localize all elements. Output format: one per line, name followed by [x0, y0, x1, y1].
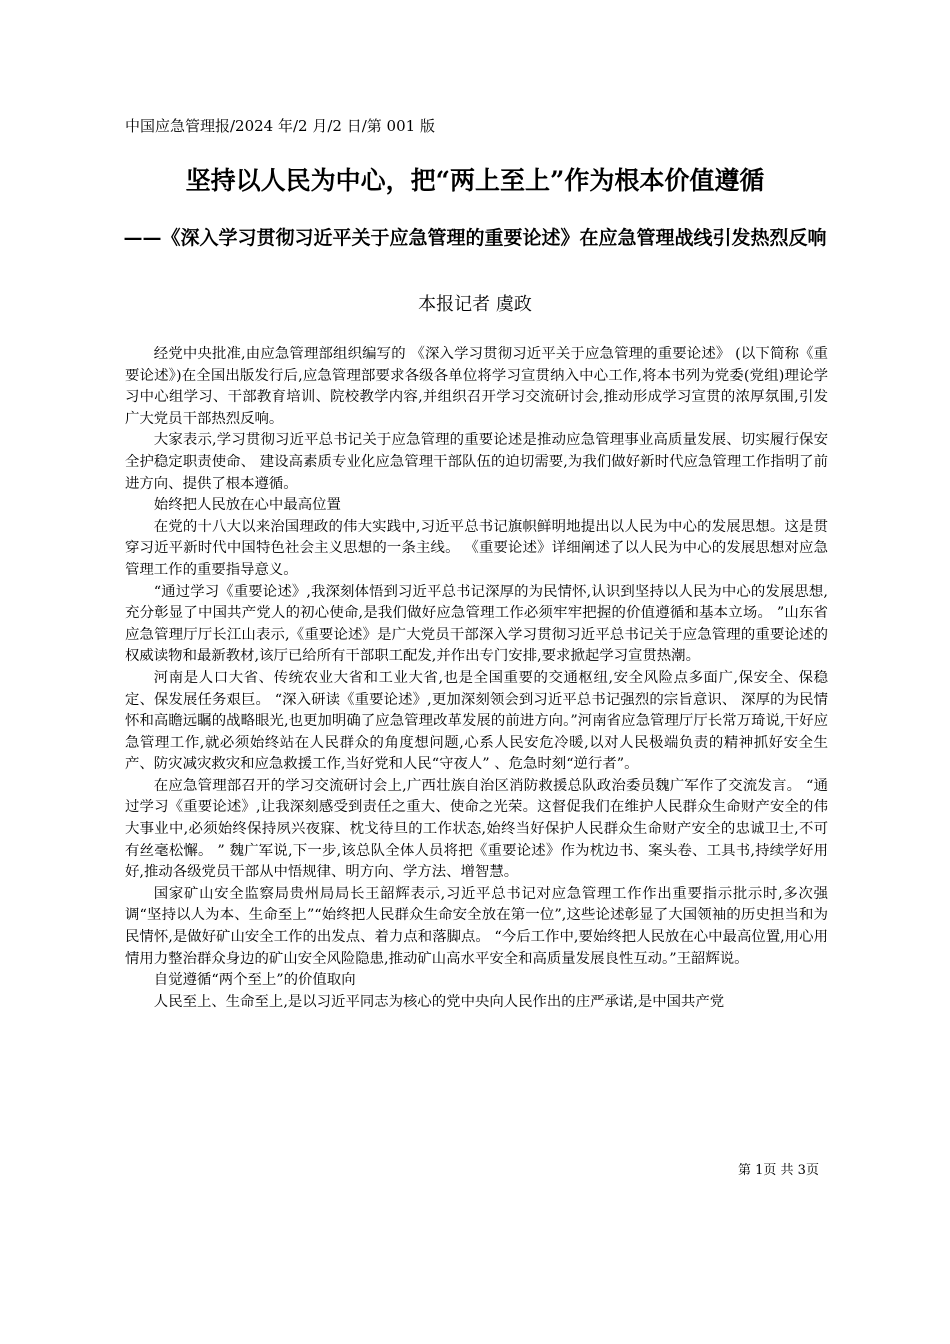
page-number: 第 1页 共 3页 [738, 1163, 819, 1178]
byline: 本报记者 虞政 [418, 294, 532, 315]
section-heading: 自觉遵循“两个至上”的价值取向 [153, 972, 356, 989]
paragraph: 国家矿山安全监察局贵州局局长王韶辉表示,习近平总书记对应急管理工作作出重要指示批示时,多次强调“坚持以人为本、生命至上”“始终把人民群众生命安全放在第一位”,这些论述彰显了大国领袖的历史担当和为民情怀,是做好矿山安全工作的出发点、着力点和落脚点。 “今后工作中,要始终把人民放在心中最高位置,用心用情用力整治群众身边的矿山安全风险隐患,推动矿山高水平安全和高质量发展良性互动。”王韶辉说。 [125, 885, 828, 967]
paragraph: 在应急管理部召开的学习交流研讨会上,广西壮族自治区消防救援总队政治委员魏广军作了交流发言。 “通过学习《重要论述》,让我深刻感受到责任之重大、使命之光荣。这督促我们在维护人民群众生命财产安全的伟大事业中,必须始终保持夙兴夜寐、枕戈待旦的工作状态,始终当好保护人民群众生命财产安全的忠诚卫士,不可有丝毫松懈。 ” 魏广军说,下一步,该总队全体人员将把《重要论述》作为枕边书、案头卷、工具书,持续学好用好,推动各级党员干部从中悟规律、明方向、学方法、增智慧。 [125, 777, 828, 881]
article-title: 坚持以人民为中心，把“两上至上”作为根本价值遵循 [185, 166, 765, 195]
paragraph: “通过学习《重要论述》,我深刻体悟到习近平总书记深厚的为民情怀,认识到坚持以人民为中心的发展思想,充分彰显了中国共产党人的初心使命,是我们做好应急管理工作必须牢牢把握的价值遵循和基本立场。 ”山东省应急管理厅厅长江山表示,《重要论述》是广大党员干部深入学习贯彻习近平总书记关于应急管理的重要论述的权威读物和最新教材,该厅已给所有干部职工配发,并作出专门安排,要求掀起学习宣贯热潮。 [125, 583, 828, 665]
paragraph: 人民至上、生命至上,是以习近平同志为核心的党中央向人民作出的庄严承诺,是中国共产党 [153, 993, 725, 1010]
paragraph: 在党的十八大以来治国理政的伟大实践中,习近平总书记旗帜鲜明地提出以人民为中心的发展思想。这是贯穿习近平新时代中国特色社会主义思想的一条主线。 《重要论述》详细阐述了以人民为中心的发展思想对应急管理工作的重要指导意义。 [125, 518, 828, 578]
section-heading: 始终把人民放在心中最高位置 [153, 497, 341, 514]
paragraph: 经党中央批准,由应急管理部组织编写的 《深入学习贯彻习近平关于应急管理的重要论述》 (以下简称《重要论述》)在全国出版发行后,应急管理部要求各级各单位将学习宣贯纳入中心工作,将本书列为党委(党组)理论学习中心组学习、干部教育培训、院校教学内容,并组织召开学习交流研讨会,推动形成学习宣贯的浓厚氛围,引发广大党员干部热烈反响。 [125, 346, 828, 427]
paragraph: 河南是人口大省、传统农业大省和工业大省,也是全国重要的交通枢纽,安全风险点多面广,保安全、保稳定、保发展任务艰巨。 “深入研读《重要论述》,更加深刻领会到习近平总书记强烈的宗旨意识、 深厚的为民情怀和高瞻远瞩的战略眼光,也更加明确了应急管理改革发展的前进方向。”河南省应急管理厅厅长常万琦说,干好应急管理工作,就必须始终站在人民群众的角度想问题,心系人民安危冷暖,以对人民极端负责的精神抓好安全生产、防灾减灾救灾和应急救援工作,当好党和人民“守夜人” 、危急时刻“逆行者”。 [125, 669, 828, 773]
source-line: 中国应急管理报/2024 年/2 月/2 日/第 001 版 [125, 117, 435, 135]
paragraph: 大家表示,学习贯彻习近平总书记关于应急管理的重要论述是推动应急管理事业高质量发展、切实履行保安全护稳定职责使命、 建设高素质专业化应急管理干部队伍的迫切需要,为我们做好新时代应急管理工作指明了前进方向、提供了根本遵循。 [125, 432, 828, 492]
article-subtitle: ——《深入学习贯彻习近平关于应急管理的重要论述》在应急管理战线引发热烈反响 [123, 227, 827, 249]
article-body [125, 344, 828, 1013]
